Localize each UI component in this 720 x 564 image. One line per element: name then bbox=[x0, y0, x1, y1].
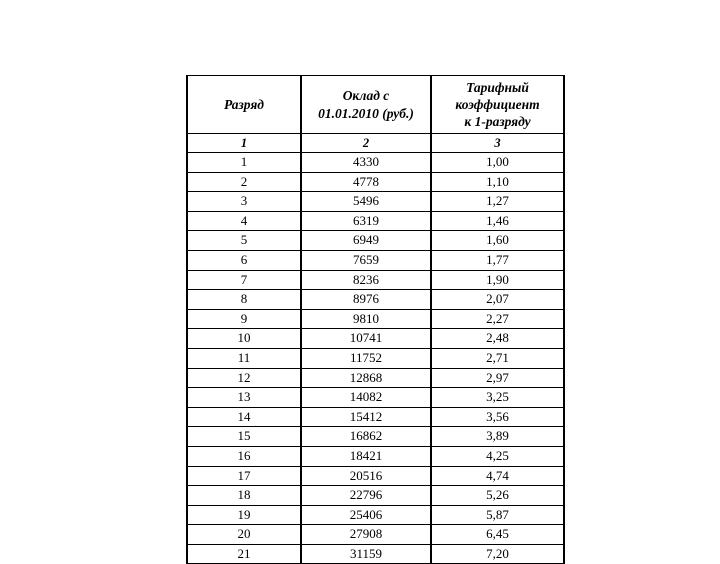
table-row bbox=[187, 544, 564, 564]
table-body bbox=[187, 153, 564, 564]
cell-razryad: 20 bbox=[187, 525, 301, 545]
table-row bbox=[187, 192, 564, 212]
cell-oklad: 31159 bbox=[301, 544, 431, 564]
column-number-2: 2 bbox=[301, 134, 431, 153]
cell-koeff: 1,10 bbox=[431, 172, 564, 192]
table-row bbox=[187, 466, 564, 486]
cell-koeff: 2,71 bbox=[431, 348, 564, 368]
cell-koeff: 1,27 bbox=[431, 192, 564, 212]
cell-koeff: 3,25 bbox=[431, 388, 564, 408]
column-header-koefficient-line-1: Тарифный bbox=[466, 79, 529, 95]
cell-razryad: 12 bbox=[187, 368, 301, 388]
table-row bbox=[187, 348, 564, 368]
table-row bbox=[187, 329, 564, 349]
table-row bbox=[187, 388, 564, 408]
cell-koeff: 5,87 bbox=[431, 505, 564, 525]
cell-oklad: 12868 bbox=[301, 368, 431, 388]
cell-oklad: 4330 bbox=[301, 153, 431, 173]
cell-koeff: 2,07 bbox=[431, 290, 564, 310]
column-header-oklad bbox=[301, 76, 431, 134]
cell-oklad: 9810 bbox=[301, 309, 431, 329]
cell-oklad: 16862 bbox=[301, 427, 431, 447]
cell-oklad: 22796 bbox=[301, 486, 431, 506]
column-header-koefficient-line-3: к 1-разряду bbox=[464, 114, 531, 130]
cell-razryad: 17 bbox=[187, 466, 301, 486]
cell-koeff: 4,74 bbox=[431, 466, 564, 486]
cell-koeff: 1,77 bbox=[431, 250, 564, 270]
table-row bbox=[187, 505, 564, 525]
cell-koeff: 1,46 bbox=[431, 211, 564, 231]
cell-razryad: 6 bbox=[187, 250, 301, 270]
cell-koeff: 2,48 bbox=[431, 329, 564, 349]
table-header bbox=[187, 76, 564, 153]
cell-razryad: 10 bbox=[187, 329, 301, 349]
cell-razryad: 7 bbox=[187, 270, 301, 290]
column-header-oklad-line-1: Оклад с bbox=[342, 88, 390, 104]
column-number-row bbox=[187, 134, 564, 153]
cell-razryad: 15 bbox=[187, 427, 301, 447]
table-row bbox=[187, 486, 564, 506]
cell-koeff: 5,26 bbox=[431, 486, 564, 506]
table-row bbox=[187, 309, 564, 329]
cell-oklad: 6319 bbox=[301, 211, 431, 231]
cell-koeff: 6,45 bbox=[431, 525, 564, 545]
cell-razryad: 8 bbox=[187, 290, 301, 310]
cell-koeff: 2,97 bbox=[431, 368, 564, 388]
cell-oklad: 25406 bbox=[301, 505, 431, 525]
column-header-oklad-line-2: 01.01.2010 (руб.) bbox=[318, 105, 414, 121]
column-number-1: 1 bbox=[187, 134, 301, 153]
table-row bbox=[187, 250, 564, 270]
cell-koeff: 3,56 bbox=[431, 407, 564, 427]
table-row bbox=[187, 153, 564, 173]
cell-razryad: 3 bbox=[187, 192, 301, 212]
table-row bbox=[187, 407, 564, 427]
cell-oklad: 5496 bbox=[301, 192, 431, 212]
table-row bbox=[187, 270, 564, 290]
cell-oklad: 11752 bbox=[301, 348, 431, 368]
cell-razryad: 14 bbox=[187, 407, 301, 427]
header-title-row bbox=[187, 76, 564, 134]
table-row bbox=[187, 231, 564, 251]
cell-koeff: 3,89 bbox=[431, 427, 564, 447]
cell-oklad: 14082 bbox=[301, 388, 431, 408]
cell-razryad: 4 bbox=[187, 211, 301, 231]
cell-razryad: 11 bbox=[187, 348, 301, 368]
cell-koeff: 1,60 bbox=[431, 231, 564, 251]
cell-oklad: 27908 bbox=[301, 525, 431, 545]
cell-oklad: 18421 bbox=[301, 446, 431, 466]
cell-oklad: 15412 bbox=[301, 407, 431, 427]
cell-koeff: 7,20 bbox=[431, 544, 564, 564]
column-header-koefficient-line-2: коэффициент bbox=[455, 96, 540, 112]
column-number-3: 3 bbox=[431, 134, 564, 153]
cell-koeff: 2,27 bbox=[431, 309, 564, 329]
wage-scale-table bbox=[186, 75, 565, 564]
cell-oklad: 4778 bbox=[301, 172, 431, 192]
column-header-razryad-line-1: Разряд bbox=[224, 96, 264, 112]
cell-oklad: 10741 bbox=[301, 329, 431, 349]
cell-oklad: 20516 bbox=[301, 466, 431, 486]
table-row bbox=[187, 368, 564, 388]
cell-razryad: 9 bbox=[187, 309, 301, 329]
cell-oklad: 7659 bbox=[301, 250, 431, 270]
column-header-koefficient bbox=[431, 76, 564, 134]
cell-razryad: 21 bbox=[187, 544, 301, 564]
cell-koeff: 1,00 bbox=[431, 153, 564, 173]
table-row bbox=[187, 172, 564, 192]
cell-razryad: 5 bbox=[187, 231, 301, 251]
cell-oklad: 6949 bbox=[301, 231, 431, 251]
cell-razryad: 2 bbox=[187, 172, 301, 192]
table-row bbox=[187, 446, 564, 466]
cell-razryad: 16 bbox=[187, 446, 301, 466]
cell-koeff: 1,90 bbox=[431, 270, 564, 290]
column-header-razryad bbox=[187, 76, 301, 134]
table-row bbox=[187, 290, 564, 310]
cell-razryad: 18 bbox=[187, 486, 301, 506]
cell-oklad: 8236 bbox=[301, 270, 431, 290]
cell-razryad: 13 bbox=[187, 388, 301, 408]
cell-oklad: 8976 bbox=[301, 290, 431, 310]
table-row bbox=[187, 427, 564, 447]
cell-razryad: 1 bbox=[187, 153, 301, 173]
cell-koeff: 4,25 bbox=[431, 446, 564, 466]
cell-razryad: 19 bbox=[187, 505, 301, 525]
table-row bbox=[187, 525, 564, 545]
table-row bbox=[187, 211, 564, 231]
